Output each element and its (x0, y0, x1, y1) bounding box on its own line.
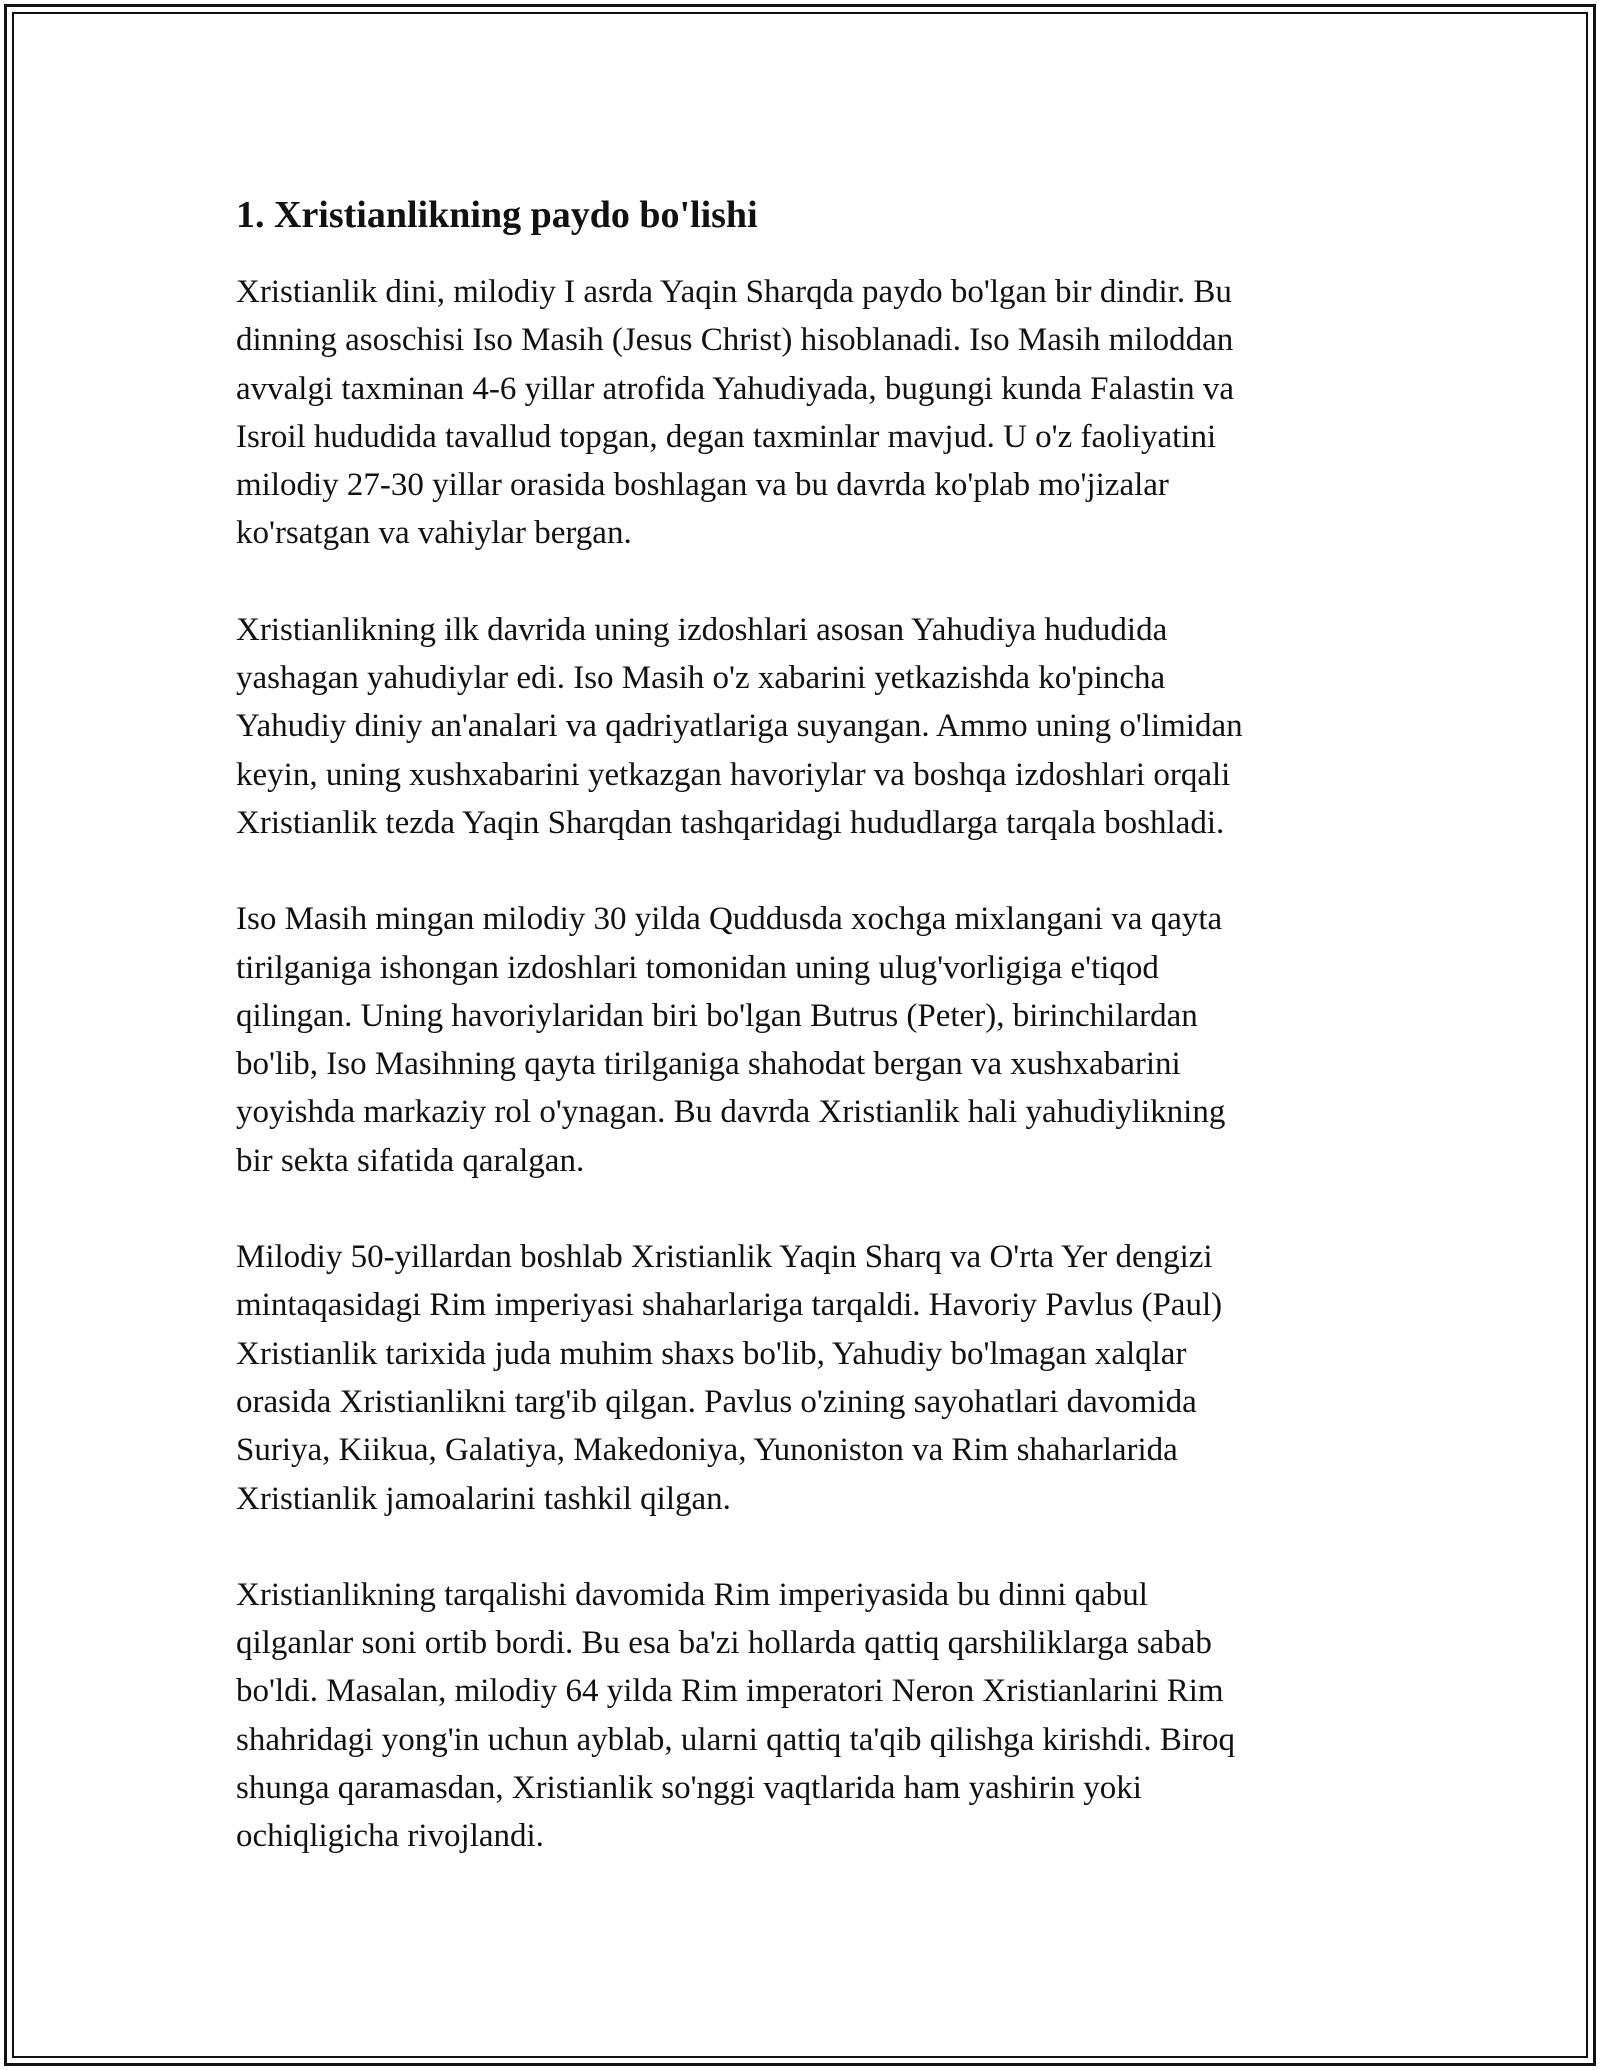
section-heading: 1. Xristianlikning paydo bo'lishi (236, 194, 758, 236)
document-body (236, 188, 1376, 1909)
text-line: shahridagi yong'in uchun ayblab, ularni qattiq ta'qib qilishga kirishdi. Biroq (236, 1721, 1235, 1758)
text-line: Suriya, Kiikua, Galatiya, Makedoniya, Yunoniston va Rim shaharlarida (236, 1432, 1178, 1469)
text-line: yashagan yahudiylar edi. Iso Masih o'z xabarini yetkazishda ko'pincha (236, 660, 1166, 697)
text-line: yoyishda markaziy rol o'ynagan. Bu davrda Xristianlik hali yahudiylikning (236, 1094, 1226, 1131)
text-line: ko'rsatgan va vahiylar bergan. (236, 515, 632, 552)
text-line: Xristianlik jamoalarini tashkil qilgan. (236, 1480, 731, 1517)
text-line: Xristianlik tarixida juda muhim shaxs bo'lib, Yahudiy bo'lmagan xalqlar (236, 1335, 1187, 1372)
text-line: Yahudiy diniy an'analari va qadriyatlariga suyangan. Ammo uning o'limidan (236, 708, 1243, 745)
paragraph-5 (236, 1571, 1376, 1861)
text-line: Milodiy 50-yillardan boshlab Xristianlik Yaqin Sharq va O'rta Yer dengizi (236, 1239, 1213, 1276)
text-line: ochiqligicha rivojlandi. (236, 1818, 544, 1855)
text-line: Xristianlik tezda Yaqin Sharqdan tashqaridagi hududlarga tarqala boshladi. (236, 804, 1225, 841)
paragraph-4 (236, 1233, 1376, 1523)
paragraph-1 (236, 268, 1376, 558)
text-line: qilganlar soni ortib bordi. Bu esa ba'zi hollarda qattiq qarshiliklarga sabab (236, 1625, 1212, 1662)
text-line: bo'lib, Iso Masihning qayta tirilganiga shahodat bergan va xushxabarini (236, 1046, 1181, 1083)
text-line: tirilganiga ishongan izdoshlari tomonidan uning ulug'vorligiga e'tiqod (236, 949, 1159, 986)
text-line: bo'ldi. Masalan, milodiy 64 yilda Rim imperatori Neron Xristianlarini Rim (236, 1673, 1224, 1710)
text-line: mintaqasidagi Rim imperiyasi shaharlariga tarqaldi. Havoriy Pavlus (Paul) (236, 1287, 1223, 1324)
text-line: Iso Masih mingan milodiy 30 yilda Quddusda xochga mixlangani va qayta (236, 901, 1223, 938)
text-line: shunga qaramasdan, Xristianlik so'nggi vaqtlarida ham yashirin yoki (236, 1770, 1142, 1807)
text-line: Isroil hududida tavallud topgan, degan taxminlar mavjud. U o'z faoliyatini (236, 418, 1217, 455)
text-line: dinning asoschisi Iso Masih (Jesus Christ) hisoblanadi. Iso Masih miloddan (236, 322, 1234, 359)
text-line: Xristianlikning ilk davrida uning izdoshlari asosan Yahudiya hududida (236, 611, 1168, 648)
text-line: bir sekta sifatida qaralgan. (236, 1142, 585, 1179)
text-line: avvalgi taxminan 4-6 yillar atrofida Yahudiyada, bugungi kunda Falastin va (236, 370, 1235, 407)
text-line: orasida Xristianlikni targ'ib qilgan. Pavlus o'zining sayohatlari davomida (236, 1383, 1197, 1420)
text-line: Xristianlik dini, milodiy I asrda Yaqin Sharqda paydo bo'lgan bir dindir. Bu (236, 274, 1232, 310)
text-line: qilingan. Uning havoriylaridan biri bo'lgan Butrus (Peter), birinchilardan (236, 997, 1198, 1034)
paragraph-2 (236, 606, 1376, 847)
text-line: keyin, uning xushxabarini yetkazgan havoriylar va boshqa izdoshlari orqali (236, 756, 1231, 793)
text-line: milodiy 27-30 yillar orasida boshlagan va bu davrda ko'plab mo'jizalar (236, 467, 1169, 504)
paragraph-3 (236, 895, 1376, 1185)
text-line: Xristianlikning tarqalishi davomida Rim imperiyasida bu dinni qabul (236, 1576, 1148, 1613)
